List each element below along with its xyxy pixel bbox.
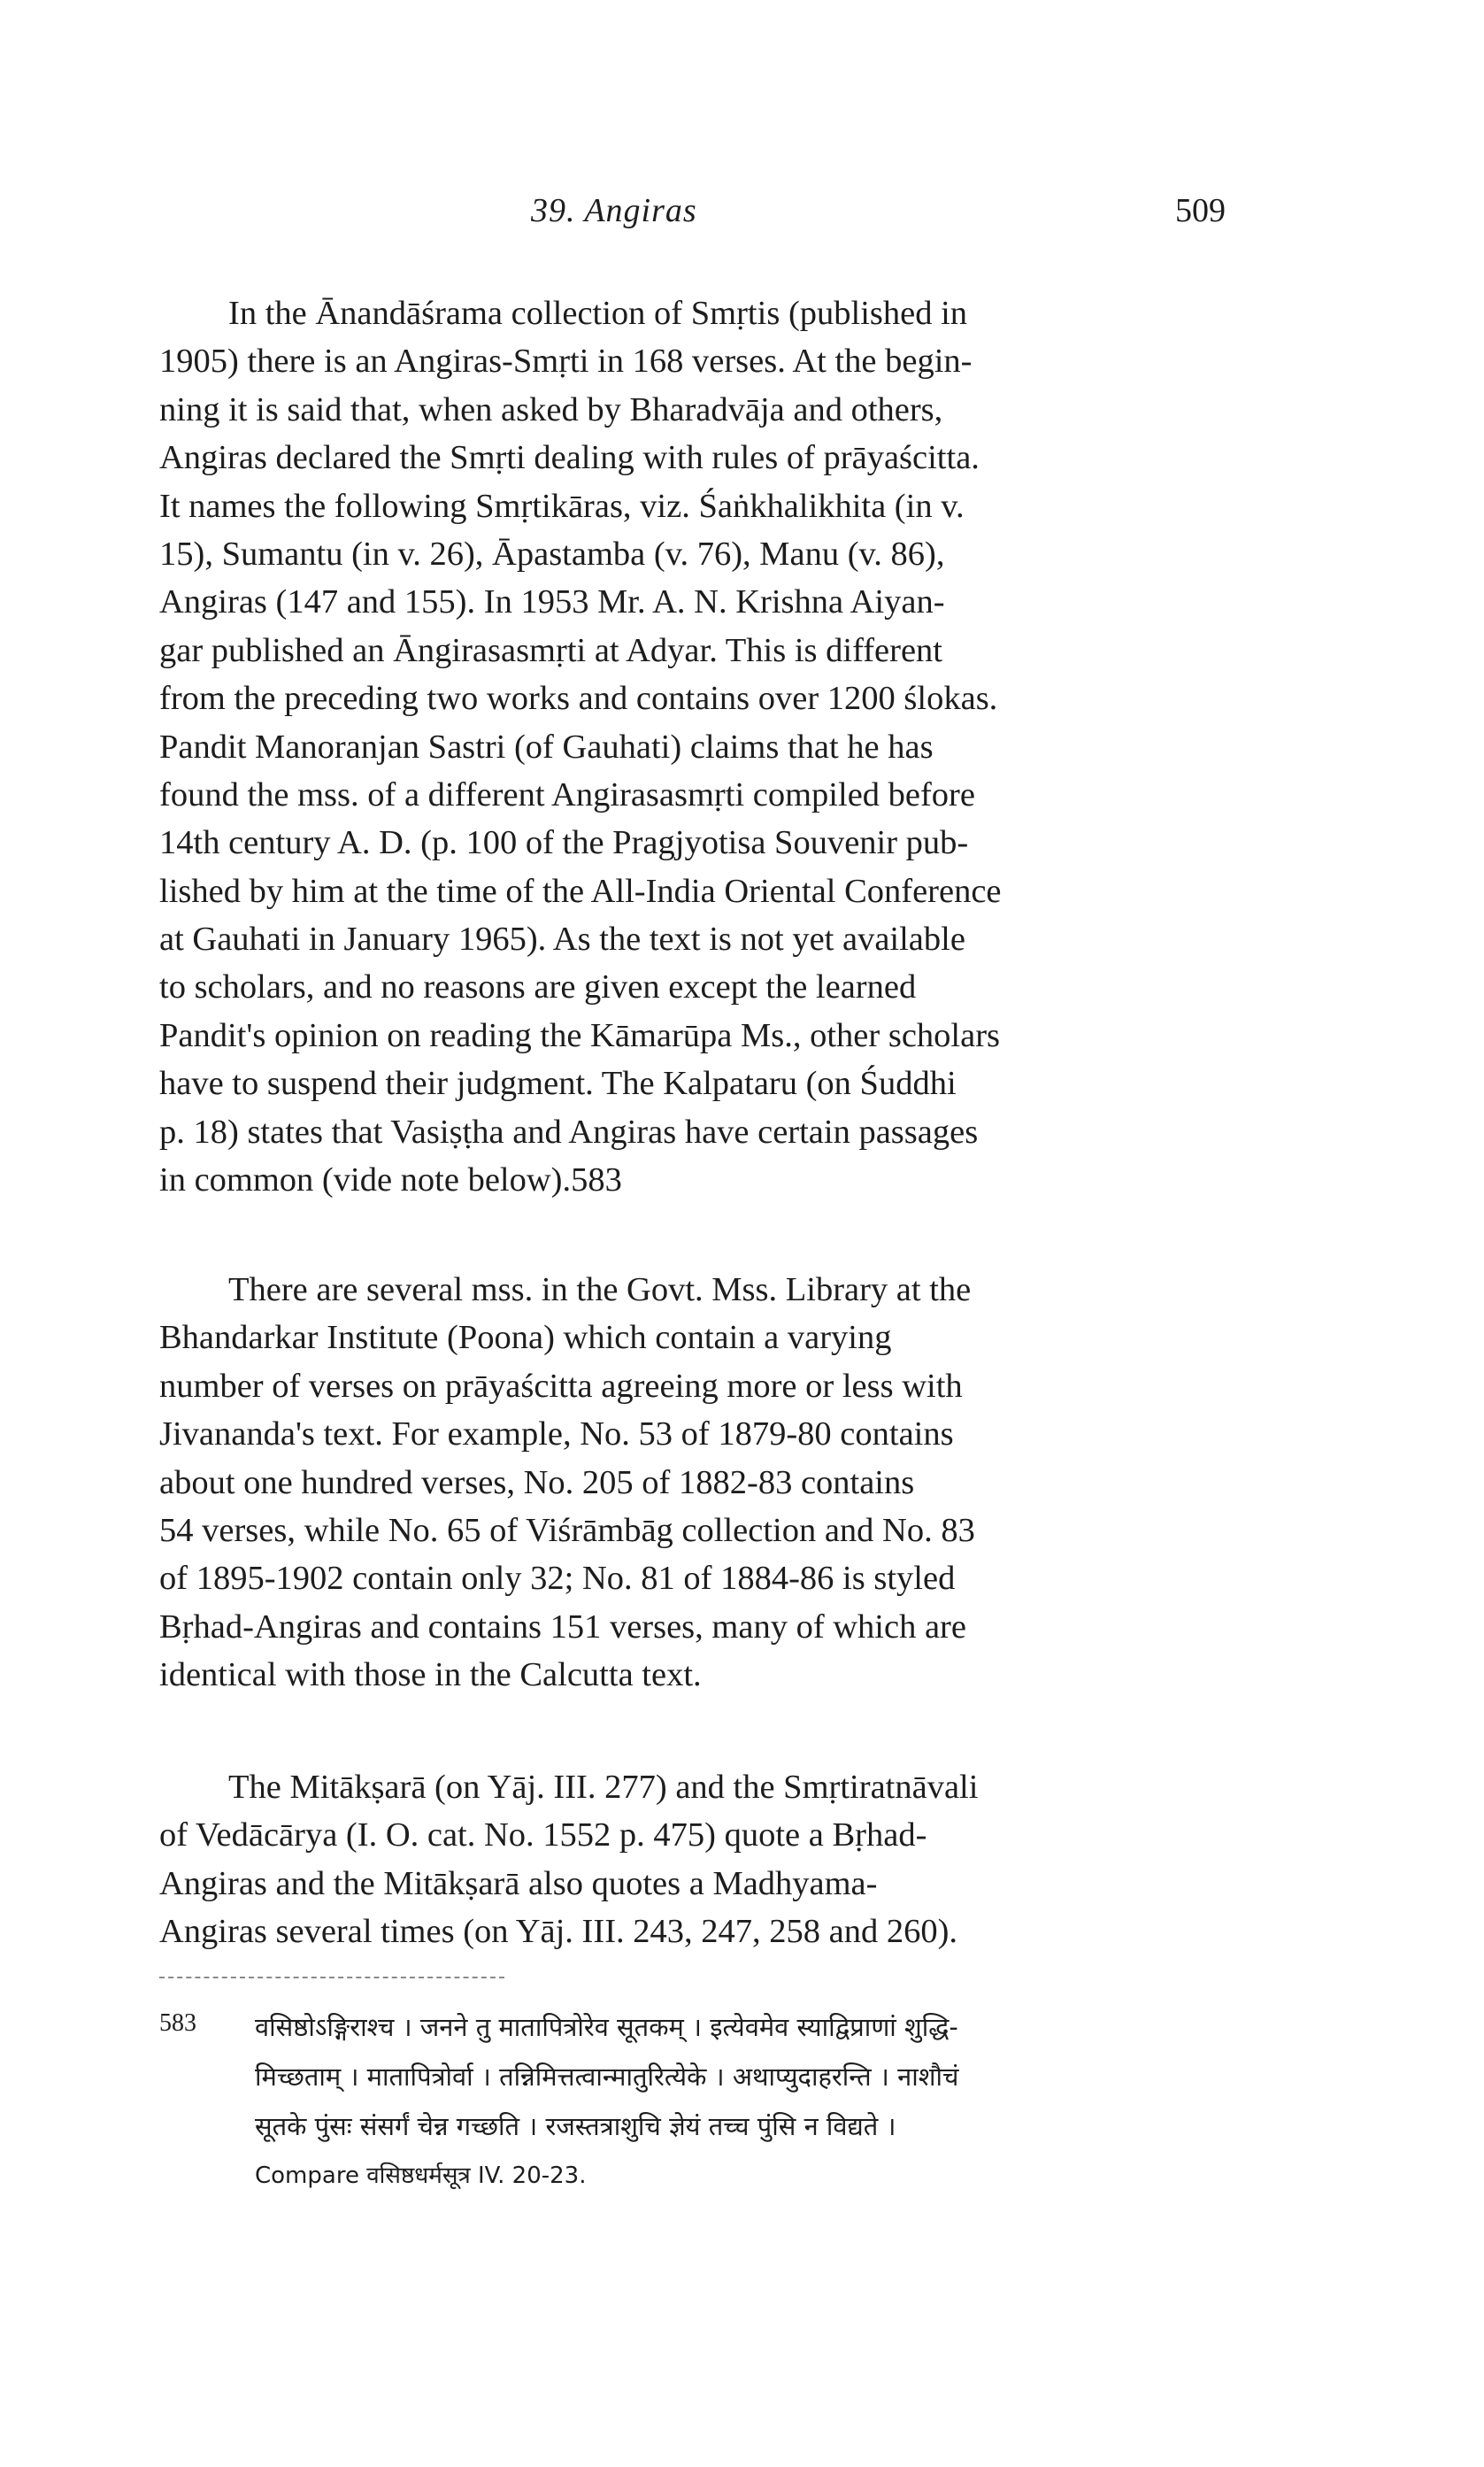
text-line: of Vedācārya (I. O. cat. No. 1552 p. 475) quote a Bṛhad- [159,1816,927,1854]
text-line: found the mss. of a different Angirasasmṛti compiled before [159,775,975,813]
running-head [0,191,1484,244]
paragraph-mitaksara-quotations [159,1763,1211,1956]
text-line: at Gauhati in January 1965). As the text is not yet available [159,921,965,959]
paragraph-angirasa-smrti-editions [159,289,1211,1204]
text-line: have to suspend their judgment. The Kalpataru (on Śuddhi [159,1065,957,1103]
footnote-line: वसिष्ठोऽङ्गिराश्च । जनने तु मातापित्रोरेव सूतकम् । इत्येवमेव स्याद्विप्राणां शुद्धि- [255,2012,958,2042]
paragraph-bhandarkar-manuscripts [159,1266,1211,1700]
text-line: identical with those in the Calcutta text. [159,1656,702,1694]
text-line: lished by him at the time of the All-India Oriental Conference [159,872,1002,910]
page-number: 509 [1175,192,1226,229]
text-line: from the preceding two works and contains over 1200 ślokas. [159,680,998,718]
text-line: 14th century A. D. (p. 100 of the Pragjyotisa Souvenir pub- [159,824,969,862]
text-line: 1905) there is an Angiras-Smṛti in 168 verses. At the begin- [159,343,973,381]
text-line: Pandit Manoranjan Sastri (of Gauhati) claims that he has [159,728,934,766]
text-line: In the Ānandāśrama collection of Smṛtis (published in [228,295,968,332]
text-line: It names the following Smṛtikāras, viz. Śaṅkhalikhita (in v. [159,487,965,525]
text-line: p. 18) states that Vasiṣṭha and Angiras have certain passages [159,1113,979,1151]
text-line: Pandit's opinion on reading the Kāmarūpa Ms., other scholars [159,1016,1000,1054]
text-line: There are several mss. in the Govt. Mss. Library at the [228,1271,972,1308]
text-line: in common (vide note below).583 [159,1161,622,1199]
footnote-compare: Compare वसिष्ठधर्मसूत्र IV. 20-23. [255,2162,587,2189]
text-line: to scholars, and no reasons are given except the learned [159,968,917,1006]
text-line: number of verses on prāyaścitta agreeing more or less with [159,1367,963,1405]
text-line: 15), Sumantu (in v. 26), Āpastamba (v. 76), Manu (v. 86), [159,535,945,573]
text-line: Angiras several times (on Yāj. III. 243, 247, 258 and 260). [159,1913,958,1951]
text-line: gar published an Āngirasasmṛti at Adyar. This is different [159,631,942,669]
text-line: 54 verses, while No. 65 of Viśrāmbāg collection and No. 83 [159,1511,975,1549]
text-line: about one hundred verses, No. 205 of 1882-83 contains [159,1463,915,1501]
text-line: Angiras and the Mitākṣarā also quotes a Madhyama- [159,1864,878,1902]
footnote-sanskrit-text [255,2002,1211,2201]
footnote-marker: 583 [159,2009,196,2037]
text-line: Angiras (147 and 155). In 1953 Mr. A. N. Krishna Aiyan- [159,583,945,621]
footnote-line: मिच्छताम् । मातापित्रोर्वा । तन्निमित्तत्वान्मातुरित्येके । अथाप्युदाहरन्ति । नाशौचं [255,2062,959,2092]
text-line: Bṛhad-Angiras and contains 151 verses, many of which are [159,1607,966,1646]
footnote-line: सूतके पुंसः संसर्गं चेन्न गच्छति । रजस्तत्राशुचि ज्ञेयं तच्च पुंसि न विद्यते । [255,2111,896,2141]
text-line: Angiras declared the Smṛti dealing with rules of prāyaścitta. [159,439,980,477]
footnote-divider [159,1977,504,1978]
text-line: The Mitākṣarā (on Yāj. III. 277) and the Smṛtiratnāvali [228,1769,979,1806]
text-line: of 1895-1902 contain only 32; No. 81 of 1884-86 is styled [159,1560,956,1598]
text-line: ning it is said that, when asked by Bharadvāja and others, [159,390,943,428]
chapter-title: 39. Angiras [531,192,697,229]
text-line: Bhandarkar Institute (Poona) which contain a varying [159,1319,892,1357]
text-line: Jivananda's text. For example, No. 53 of 1879-80 contains [159,1415,954,1453]
